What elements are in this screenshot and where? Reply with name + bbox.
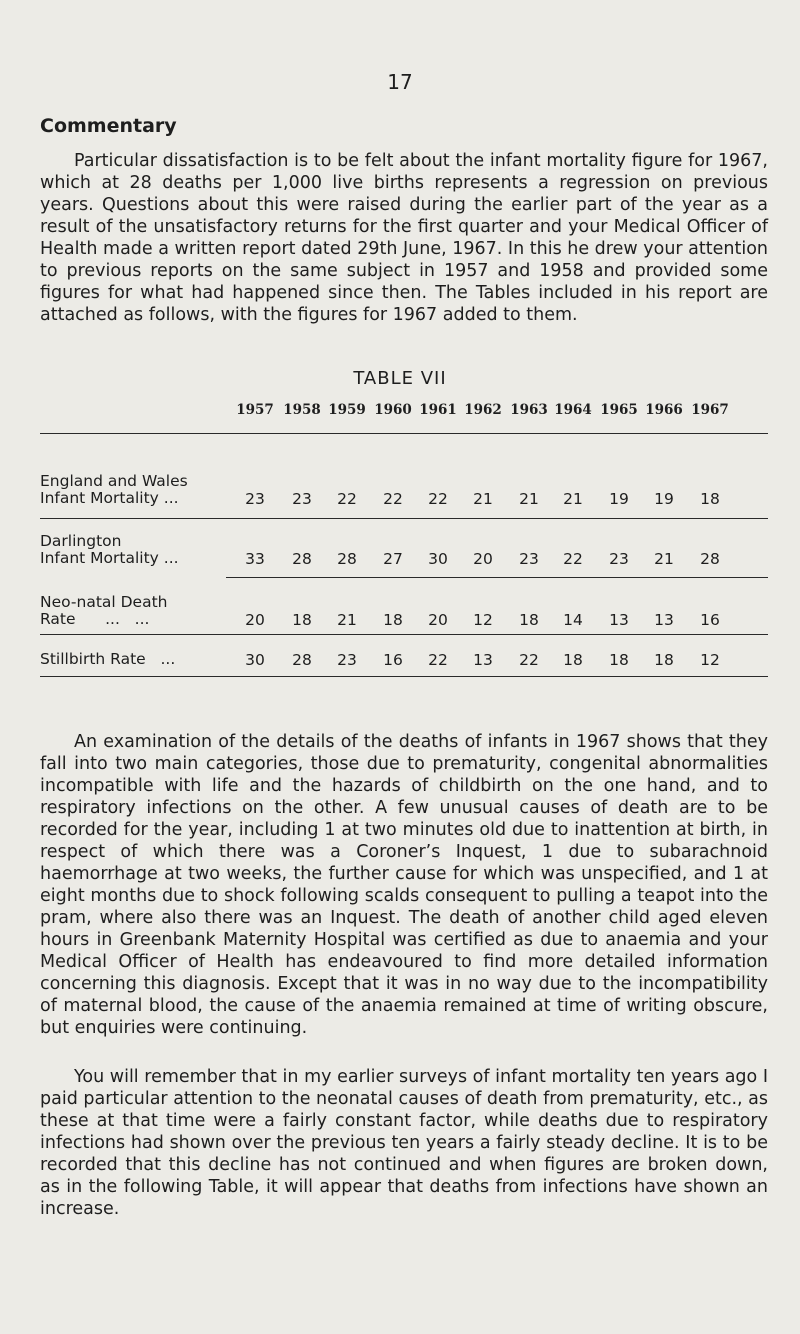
- table-cell: 12: [473, 611, 493, 629]
- row-label-line1: Darlington: [40, 532, 122, 550]
- table-cell: 20: [245, 611, 265, 629]
- table-cell: 13: [609, 611, 629, 629]
- page-number: 17: [387, 70, 413, 94]
- table-cell: 22: [519, 651, 539, 669]
- table-cell: 21: [563, 490, 583, 508]
- table-cell: 23: [609, 550, 629, 568]
- year-header: 1960: [374, 402, 412, 418]
- table-rule: [40, 518, 768, 519]
- table-cell: 33: [245, 550, 265, 568]
- table-cell: 20: [428, 611, 448, 629]
- table-cell: 30: [428, 550, 448, 568]
- table-cell: 18: [519, 611, 539, 629]
- table-cell: 20: [473, 550, 493, 568]
- paragraph-2: An examination of the details of the deaths of infants in 1967 shows that they fall into two main categories, those due to prematurity, congenital abnormalities incompatible with life and the hazards of childbirth on the one hand, and to respiratory infections on the other. A few unusual causes of death are to be recorded for the year, including 1 at two minutes old due to inattention at birth, in respect of which there was a Coroner’s Inquest, 1 due to subarachnoid haemorrhage at two weeks, the further cause for which was unspecified, and 1 at eight months due to shock following scalds consequent to pulling a teapot into the pram, where also there was an Inquest. The death of another child aged eleven hours in Greenbank Maternity Hospital was certified as due to anaemia and your Medical Officer of Health has endeavoured to find more detailed information concerning this diagnosis. Except that it was in no way due to the incompatibility of maternal blood, the cause of the anaemia remained at time of writing obscure, but enquiries were continuing.: [40, 732, 768, 1038]
- table-cell: 22: [428, 490, 448, 508]
- year-header: 1958: [283, 402, 321, 418]
- table-rule: [40, 433, 768, 434]
- table-cell: 18: [563, 651, 583, 669]
- row-label-line1: Neo-natal Death: [40, 593, 168, 611]
- table-cell: 23: [245, 490, 265, 508]
- year-header: 1965: [600, 402, 638, 418]
- year-header: 1959: [328, 402, 366, 418]
- table-cell: 23: [292, 490, 312, 508]
- row-label-line2: Infant Mortality ...: [40, 489, 179, 507]
- table-cell: 22: [337, 490, 357, 508]
- table-cell: 18: [700, 490, 720, 508]
- table-rule: [40, 634, 768, 635]
- year-header: 1957: [236, 402, 274, 418]
- paragraph-1: Particular dissatisfaction is to be felt about the infant mortality figure for 1967, which at 28 deaths per 1,000 live births represents a regression on previous years. Questions about this were raised during the earlier part of the year as a result of the unsatisfactory returns for the first quarter and your Medical Officer of Health made a written report dated 29th June, 1967. In this he drew your attention to previous reports on the same subject in 1957 and 1958 and provided some figures for what had happened since then. The Tables included in his report are attached as follows, with the figures for 1967 added to them.: [40, 151, 768, 325]
- table-row: [0, 490, 800, 508]
- row-label-line2: Stillbirth Rate ...: [40, 650, 176, 668]
- year-header: 1967: [691, 402, 729, 418]
- table-cell: 18: [292, 611, 312, 629]
- table-cell: 14: [563, 611, 583, 629]
- table-cell: 23: [337, 651, 357, 669]
- table-cell: 22: [428, 651, 448, 669]
- table-cell: 16: [383, 651, 403, 669]
- table-cell: 13: [654, 611, 674, 629]
- year-header: 1966: [645, 402, 683, 418]
- year-header: 1964: [554, 402, 592, 418]
- table-cell: 28: [292, 550, 312, 568]
- table-cell: 22: [383, 490, 403, 508]
- table-title: TABLE VII: [353, 368, 447, 389]
- table-cell: 13: [473, 651, 493, 669]
- table-cell: 28: [337, 550, 357, 568]
- table-cell: 12: [700, 651, 720, 669]
- row-label-line2: Infant Mortality ...: [40, 549, 179, 567]
- table-cell: 30: [245, 651, 265, 669]
- row-label-line1: England and Wales: [40, 472, 188, 490]
- table-cell: 18: [609, 651, 629, 669]
- year-header: 1963: [510, 402, 548, 418]
- table-cell: 18: [654, 651, 674, 669]
- year-header: 1962: [464, 402, 502, 418]
- table-cell: 21: [519, 490, 539, 508]
- table-cell: 21: [473, 490, 493, 508]
- year-header-row: [0, 402, 800, 422]
- table-cell: 22: [563, 550, 583, 568]
- table-row: [0, 550, 800, 568]
- table-cell: 23: [519, 550, 539, 568]
- table-rule: [40, 676, 768, 677]
- table-rule: [226, 577, 768, 578]
- table-cell: 27: [383, 550, 403, 568]
- table-row: [0, 611, 800, 629]
- table-cell: 28: [700, 550, 720, 568]
- table-cell: 18: [383, 611, 403, 629]
- table-cell: 16: [700, 611, 720, 629]
- table-cell: 21: [654, 550, 674, 568]
- paragraph-3: You will remember that in my earlier surveys of infant mortality ten years ago I paid particular attention to the neonatal causes of death from prematurity, etc., as these at that time were a fairly constant factor, while deaths due to respiratory infections had shown over the previous ten years a fairly steady decline. It is to be recorded that this decline has not continued and when figures are broken down, as in the following Table, it will appear that deaths from infections have shown an increase.: [40, 1067, 768, 1219]
- table-row: [0, 651, 800, 669]
- table-cell: 21: [337, 611, 357, 629]
- year-header: 1961: [419, 402, 457, 418]
- table-cell: 19: [609, 490, 629, 508]
- section-heading: Commentary: [40, 115, 177, 137]
- table-cell: 19: [654, 490, 674, 508]
- table-cell: 28: [292, 651, 312, 669]
- row-label-line2: Rate ... ...: [40, 610, 150, 628]
